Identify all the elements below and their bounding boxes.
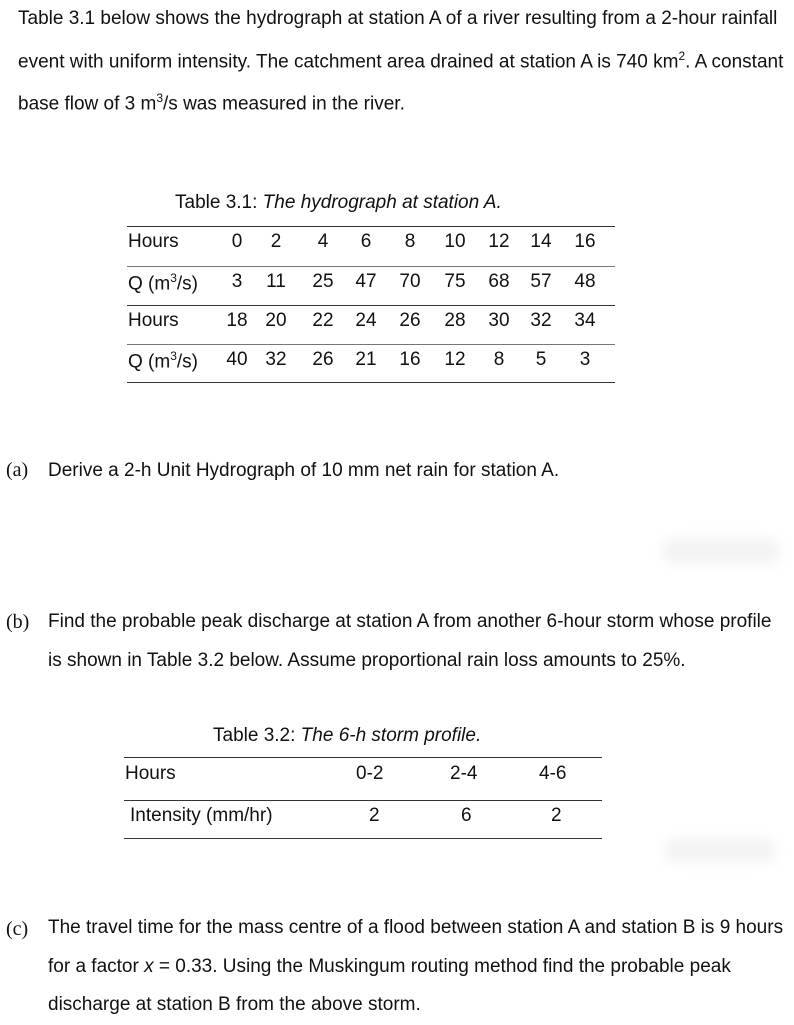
table32-bottom-rule: [124, 838, 602, 839]
faded-smudge-2: [664, 838, 776, 862]
table31-top-rule: [127, 226, 615, 227]
table31-hours-1-cell-1: 2: [270, 231, 282, 252]
faded-smudge: [662, 538, 780, 564]
table31-caption-prefix: Table 3.1:: [175, 192, 263, 213]
table32-intensity-1: 6: [461, 805, 472, 826]
intro-text-1: Table 3.1 below shows the hydrograph at station A of a river resulting from a 2-hour rainfall event with uniform intensity. The catchment area drained at station A is 740 km: [18, 8, 778, 72]
table31-q-2-cell-2: 26: [312, 349, 334, 370]
table31-q-label-1: [128, 271, 198, 295]
table31-rule-2: [127, 266, 615, 267]
table32-period-2: 4-6: [539, 763, 567, 784]
table31-caption: [175, 192, 502, 214]
table31-hours-2-cell-7: 32: [530, 310, 552, 331]
table32-hours-label: Hours: [125, 763, 176, 784]
table31-q-2-cell-4: 16: [399, 349, 421, 370]
table31-q-label-2: [128, 349, 198, 373]
q-label-sup: 3: [170, 349, 177, 363]
table31-hours-1-cell-6: 12: [488, 231, 510, 252]
table31-hours-2-cell-5: 28: [444, 310, 466, 331]
intro-text-2: . A constant base flow of 3 m: [18, 50, 784, 115]
table31-hours-2-cell-8: 34: [574, 310, 596, 331]
table31-q-1-cell-8: 48: [574, 271, 596, 292]
table32-mid-rule: [124, 800, 602, 801]
table31-q-2-cell-7: 5: [535, 349, 547, 370]
table32-caption-title: The 6-h storm profile.: [300, 725, 482, 746]
table31-q-1-cell-3: 47: [355, 271, 377, 292]
table31-q-2-cell-3: 21: [355, 349, 377, 370]
question-a-label: (a): [6, 459, 29, 481]
table31-hours-2-cell-2: 22: [312, 310, 334, 331]
table31-q-1-cell-7: 57: [530, 271, 552, 292]
intro-text-3: /s was measured in the river.: [163, 93, 405, 115]
table31-q-1-cell-4: 70: [399, 271, 421, 292]
q-label-a: Q (m: [128, 273, 171, 295]
table31-hours-1-cell-5: 10: [444, 231, 466, 252]
table32-caption-prefix: Table 3.2:: [213, 725, 301, 746]
table31-q-1-cell-6: 68: [488, 271, 510, 292]
table31-q-2-cell-6: 8: [493, 349, 505, 370]
table31-hours-1-cell-2: 4: [317, 231, 329, 252]
table31-hours-2-cell-1: 20: [265, 310, 287, 331]
question-c-text: [48, 909, 788, 1025]
table31-q-1-cell-2: 25: [312, 271, 334, 292]
table31-hours-2-cell-3: 24: [355, 310, 377, 331]
table31-hours-1-cell-0: 0: [231, 231, 243, 252]
table32-period-0: 0-2: [356, 763, 384, 784]
q-label-sup: 3: [170, 271, 177, 285]
table31-q-1-cell-0: 3: [231, 271, 243, 292]
m-superscript: 3: [156, 91, 164, 106]
table31-q-1-cell-1: 11: [266, 271, 286, 292]
table32-period-1: 2-4: [450, 763, 478, 784]
table31-hours-1-cell-3: 6: [360, 231, 372, 252]
table31-q-2-cell-1: 32: [265, 349, 287, 370]
question-c-label: (c): [6, 918, 29, 940]
question-c-text-a: The travel time for the mass centre of a flood between station A and station B is 9 hours for a factor: [48, 917, 784, 977]
question-c-text-b: = 0.33. Using the Muskingum routing method find the probable peak discharge at station B from the above storm.: [48, 955, 731, 1015]
table31-hours-2-cell-6: 30: [488, 310, 510, 331]
question-b-text: Find the probable peak discharge at station A from another 6-hour storm whose profile is shown in Table 3.2 below. Assume proportional rain loss amounts to 25%.: [48, 611, 772, 671]
table32-top-rule: [124, 757, 602, 758]
table31-bottom-rule: [127, 382, 615, 383]
table32-intensity-0: 2: [369, 805, 380, 826]
q-label-b: /s): [176, 351, 199, 373]
question-b-label: (b): [6, 611, 30, 633]
intro-paragraph: [18, 0, 786, 123]
table31-rule-3: [127, 305, 615, 306]
table32-intensity-label: Intensity (mm/hr): [130, 805, 273, 826]
table31-hours-2-cell-4: 26: [399, 310, 421, 331]
table31-q-2-cell-8: 3: [579, 349, 591, 370]
table31-q-2-cell-0: 40: [226, 349, 248, 370]
table31-q-1-cell-5: 75: [444, 271, 466, 292]
table31-rule-4: [127, 344, 615, 345]
table32-caption: [213, 725, 481, 747]
q-label-a: Q (m: [128, 351, 171, 373]
q-label-b: /s): [176, 273, 199, 295]
table32-intensity-2: 2: [551, 805, 562, 826]
table31-hours-label-1: Hours: [128, 231, 179, 252]
table31-caption-title: The hydrograph at station A.: [262, 192, 502, 213]
table31-hours-1-cell-4: 8: [404, 231, 416, 252]
table31-hours-1-cell-7: 14: [530, 231, 552, 252]
table31-hours-2-cell-0: 18: [226, 310, 248, 331]
table31-q-2-cell-5: 12: [444, 349, 466, 370]
question-c-var: x: [144, 955, 154, 977]
table31-hours-1-cell-8: 16: [574, 231, 596, 252]
km-superscript: 2: [678, 48, 686, 63]
question-a-text: Derive a 2-h Unit Hydrograph of 10 mm net rain for station A.: [48, 460, 560, 481]
table31-hours-label-2: Hours: [128, 310, 179, 331]
